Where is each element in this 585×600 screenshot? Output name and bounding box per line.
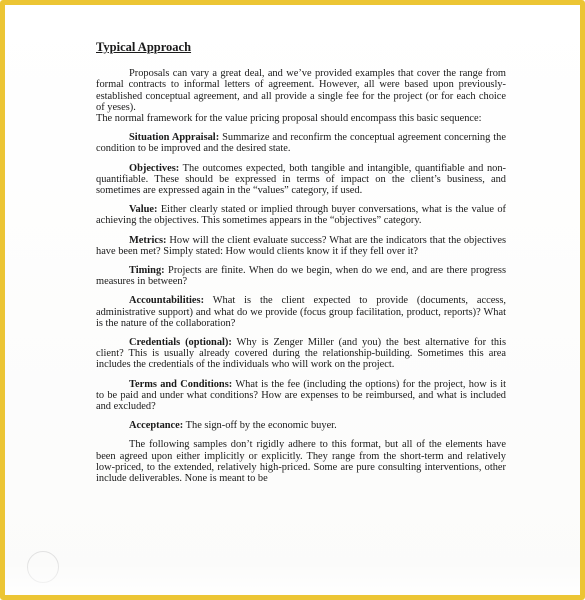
term-label: Value: (129, 204, 158, 216)
intro-paragraph-2: The normal framework for the value pricing proposal should encompass this basic sequence: (96, 113, 482, 125)
closing-paragraph: The following samples don’t rigidly adhere to this format, but all of the elements have been agreed upon either implicitly or explicitly. They range from the short-term and relatively low-priced, to the extended, relatively high-priced. Some are pure consulting interventions, other include deliverables. None is meant to be (96, 439, 506, 485)
section-objectives (96, 163, 506, 197)
section-timing (96, 265, 506, 287)
term-label: Metrics: (129, 234, 167, 246)
term-text: The sign-off by the economic buyer. (183, 420, 337, 432)
section-terms-and-conditions (96, 379, 506, 413)
section-situation-appraisal (96, 132, 506, 154)
bottom-fade (5, 563, 580, 595)
section-heading: Typical Approach (96, 40, 192, 54)
term-label: Objectives: (129, 162, 180, 174)
watermark-mark (27, 551, 59, 583)
term-text: Projects are finite. When do we begin, when do we end, and are there progress measures in between? (96, 265, 506, 288)
term-text: Either clearly stated or implied through buyer conversations, what is the value of achieving the objectives. This sometimes appears in the “objectives” category. (96, 204, 506, 227)
term-label: Credentials (optional): (129, 337, 232, 349)
term-text: What is the fee (including the options) for the project, how is it to be paid and under what conditions? How are expenses to be reimbursed, and what is included and excluded? (96, 378, 506, 413)
term-label: Timing: (129, 265, 165, 277)
term-text: Why is Zenger Miller (and you) the best alternative for this client? This is usually already covered during the relationship-building. Sometimes this area includes the credentials of the individuals who will work on the project. (96, 337, 506, 371)
term-text: The outcomes expected, both tangible and intangible, quantifiable and non-quantifiable. These should be expressed in terms of impact on the client’s business, and sometimes are expressed again in the “values” category, if used. (96, 162, 506, 197)
section-accountabilities (96, 295, 506, 329)
section-credentials (96, 337, 506, 371)
section-metrics (96, 235, 506, 257)
document-page (96, 42, 506, 484)
term-label: Situation Appraisal: (129, 132, 220, 144)
section-value (96, 204, 506, 226)
term-label: Acceptance: (129, 420, 184, 432)
term-label: Terms and Conditions: (129, 378, 233, 390)
term-text: What is the client expected to provide (documents, access, administrative support) and what do we provide (focus group facilitation, product, reports)? What is the nature of the collaboration? (96, 295, 506, 329)
term-label: Accountabilities: (129, 295, 205, 307)
term-text: Summarize and reconfirm the conceptual agreement concerning the condition to be improved and the desired state. (96, 132, 506, 155)
term-text: How will the client evaluate success? What are the indicators that the objectives have been met? Simply stated: How would clients know it if they fell over it? (96, 234, 506, 257)
intro-paragraph: Proposals can vary a great deal, and we’ve provided examples that cover the range from formal contracts to informal letters of agreement. However, all were based upon previously-established conceptual agreement, and all provide a single fee for the project (or for each choice of yeses). (96, 68, 506, 113)
section-acceptance (96, 420, 506, 431)
